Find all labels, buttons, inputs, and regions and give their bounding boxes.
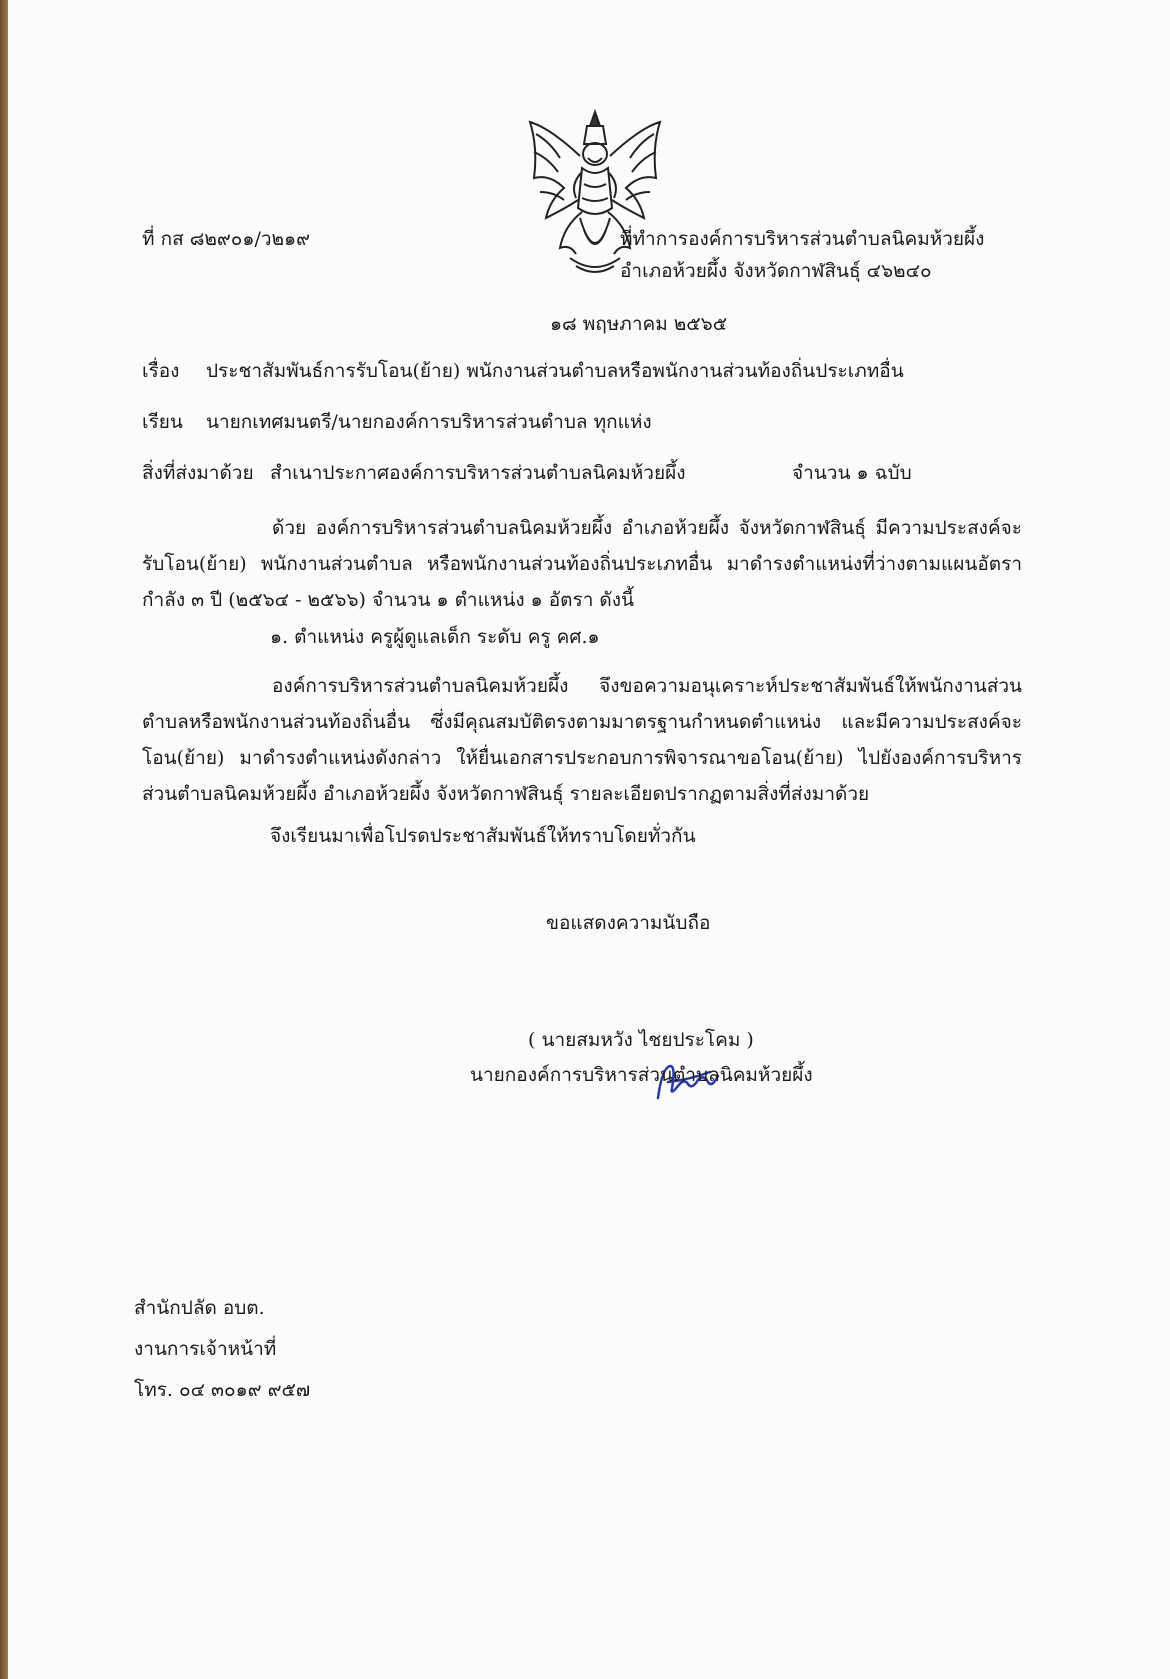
subject-text: ประชาสัมพันธ์การรับโอน(ย้าย) พนักงานส่วนตำบลหรือพนักงานส่วนท้องถิ่นประเภทอื่น	[206, 360, 904, 382]
closing-request: จึงเรียนมาเพื่อโปรดประชาสัมพันธ์ให้ทราบโดยทั่วกัน	[270, 825, 696, 847]
salutation: ขอแสดงความนับถือ	[546, 912, 711, 934]
document-date: ๑๘ พฤษภาคม ๒๕๖๕	[550, 313, 728, 335]
recipient-text: นายกเทศมนตรี/นายกองค์การบริหารส่วนตำบล ทุกแห่ง	[206, 411, 652, 433]
position-item-1: ๑. ตำแหน่ง ครูผู้ดูแลเด็ก ระดับ ครู คศ.๑	[270, 626, 600, 648]
body-paragraph-2	[142, 668, 1022, 812]
signer-name: ( นายสมหวัง ไชยประโคม )	[528, 1029, 754, 1051]
reference-number: ที่ กส ๘๒๙๐๑/ว๒๑๙	[142, 228, 311, 250]
footer-department: สำนักปลัด อบต.	[134, 1297, 265, 1319]
subject-label: เรื่อง	[142, 360, 180, 382]
enclosure-count: จำนวน ๑ ฉบับ	[792, 462, 912, 484]
recipient-label: เรียน	[142, 411, 183, 433]
footer-phone: โทร. ๐๔ ๓๐๑๙ ๙๕๗	[134, 1379, 311, 1401]
document-page	[8, 0, 1170, 1679]
footer-section: งานการเจ้าหน้าที่	[134, 1338, 277, 1360]
garuda-emblem-icon	[520, 108, 670, 278]
signer-title: นายกองค์การบริหารส่วนตำบลนิคมห้วยผึ้ง	[470, 1064, 813, 1086]
body-paragraph-1-text: ด้วย องค์การบริหารส่วนตำบลนิคมห้วยผึ้ง อำเภอห้วยผึ้ง จังหวัดกาฬสินธุ์ มีความประสงค์จะรับโอน(ย้าย) พนักงานส่วนตำบล หรือพนักงานส่วนท้องถิ่นประเภทอื่น มาดำรงตำแหน่งที่ว่างตามแผนอัตรากำลัง ๓ ปี (๒๕๖๔ - ๒๕๖๖) จำนวน ๑ ตำแหน่ง ๑ อัตรา ดังนี้	[142, 517, 1022, 611]
enclosure-label: สิ่งที่ส่งมาด้วย	[142, 462, 254, 484]
body-paragraph-1	[142, 510, 1022, 618]
office-address-line1: ที่ทำการองค์การบริหารส่วนตำบลนิคมห้วยผึ้ง	[620, 228, 985, 250]
enclosure-text: สำเนาประกาศองค์การบริหารส่วนตำบลนิคมห้วยผึ้ง	[270, 462, 686, 484]
body-paragraph-2-text: องค์การบริหารส่วนตำบลนิคมห้วยผึ้ง จึงขอความอนุเคราะห์ประชาสัมพันธ์ให้พนักงานส่วนตำบลหรือพนักงานส่วนท้องถิ่นอื่น ซึ่งมีคุณสมบัติตรงตามมาตรฐานกำหนดตำแหน่ง และมีความประสงค์จะโอน(ย้าย) มาดำรงตำแหน่งดังกล่าว ให้ยื่นเอกสารประกอบการพิจารณาขอโอน(ย้าย) ไปยังองค์การบริหารส่วนตำบลนิคมห้วยผึ้ง อำเภอห้วยผึ้ง จังหวัดกาฬสินธุ์ รายละเอียดปรากฏตามสิ่งที่ส่งมาด้วย	[142, 675, 1022, 805]
office-address-line2: อำเภอห้วยผึ้ง จังหวัดกาฬสินธุ์ ๔๖๒๔๐	[620, 260, 932, 282]
